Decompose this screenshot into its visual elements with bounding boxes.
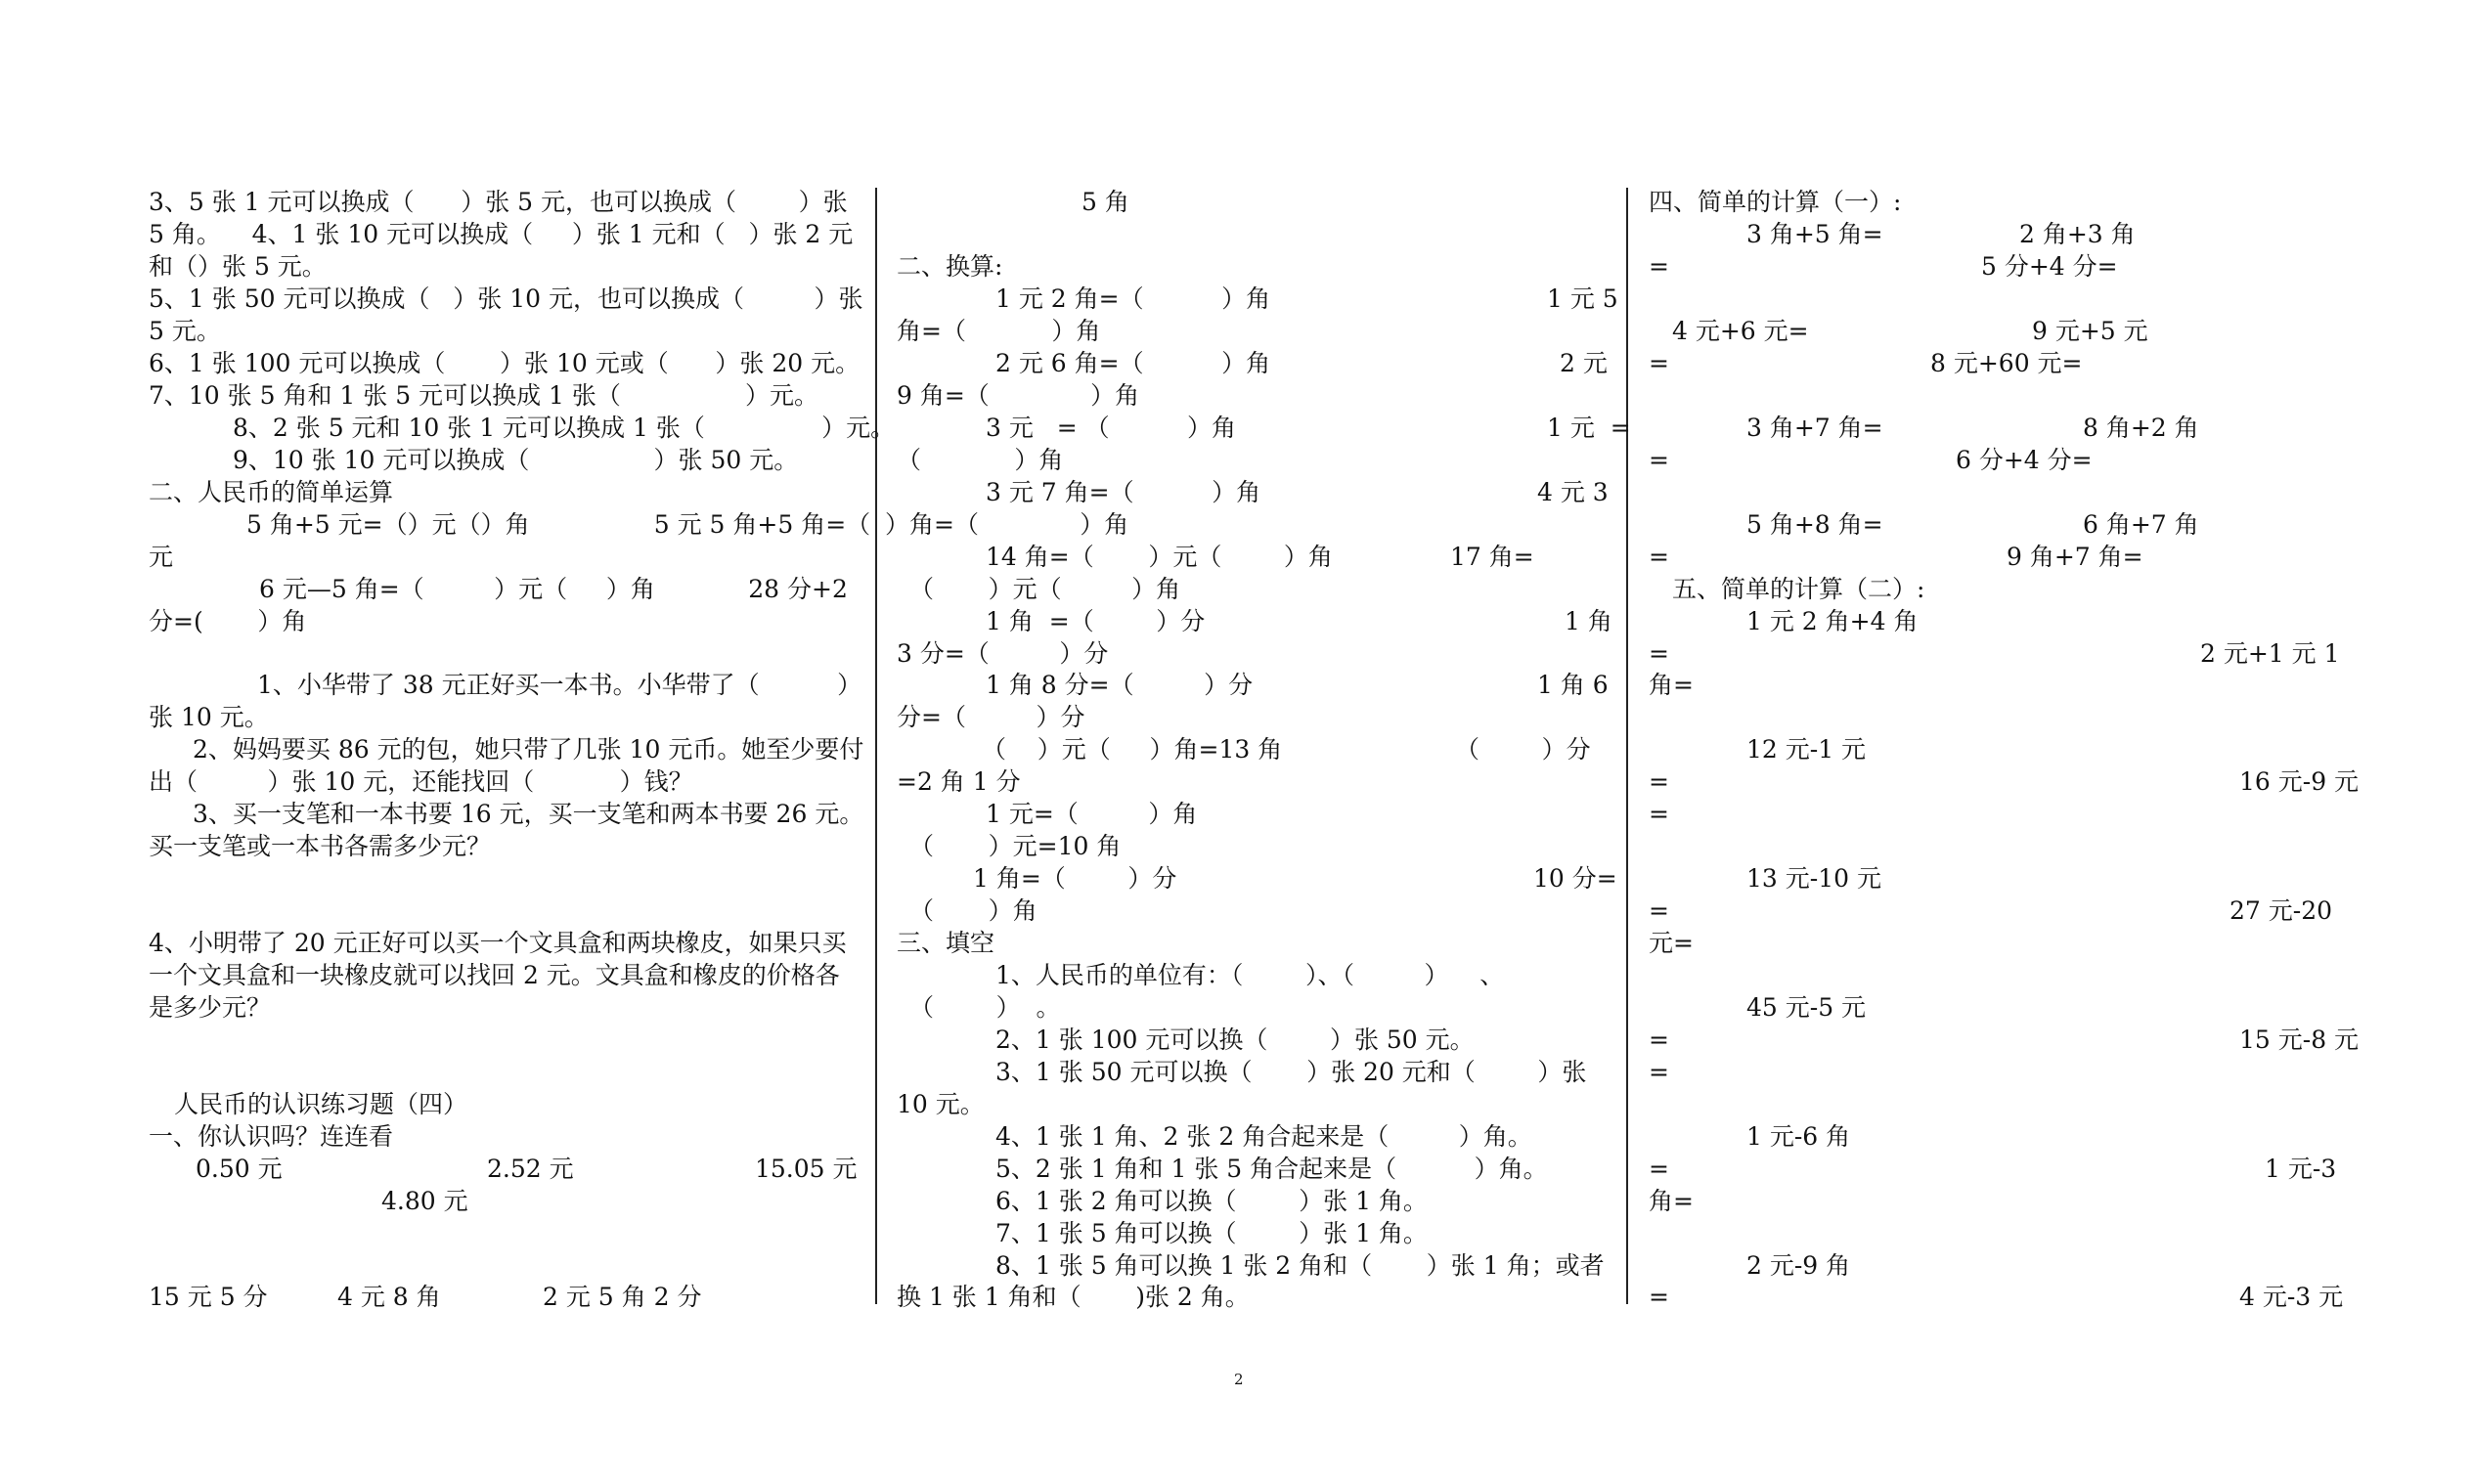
calc-item: 5 角+8 角= [1746, 510, 1883, 539]
c2-line: 14 角=（ ）元（ ）角 [986, 543, 1333, 571]
calc-item: 13 元-10 元 [1746, 864, 1881, 893]
c2-line: 角=（ ）角 [897, 317, 1101, 345]
calc-item: = [1649, 1155, 1669, 1183]
c2-line: （ ） 。 [909, 993, 1061, 1022]
c2-line: 2、1 张 100 元可以换（ ）张 50 元。 [995, 1026, 1475, 1054]
calc-item: = [1649, 1026, 1669, 1054]
c2-line: （ ）角 [897, 446, 1064, 474]
calc-item: 45 元-5 元 [1746, 993, 1867, 1022]
calc-item: = [1649, 896, 1669, 925]
calc-item: 1 元-6 角 [1746, 1122, 1851, 1151]
c2-line: 1 角 [1565, 607, 1612, 635]
section-heading: 二、换算: [897, 252, 1003, 281]
c2-line: 3 元 7 角=（ ）角 [986, 478, 1261, 506]
section-heading: 五、简单的计算（二）: [1672, 575, 1925, 603]
c2-line: 7、1 张 5 角可以换（ ）张 1 角。 [995, 1219, 1428, 1247]
calc-item: 8 元+60 元= [1930, 349, 2083, 377]
calc-item: 8 角+2 角 [2083, 414, 2199, 442]
calc-item: 4 元-3 元 [2239, 1283, 2344, 1311]
amount-item: 15.05 元 [755, 1155, 858, 1183]
c2-line: 9 角=（ ）角 [897, 381, 1140, 410]
calc-item: = [1649, 446, 1669, 474]
calc-item: = [1649, 543, 1669, 571]
c2-line: 分=（ ）分 [897, 703, 1085, 731]
c1-line: 8、2 张 5 元和 10 张 1 元可以换成 1 张（ ）元。 [233, 414, 896, 442]
word-problem: 3、买一支笔和一本书要 16 元，买一支笔和两本书要 26 元。 [193, 800, 864, 828]
amount-item: 4 元 8 角 [337, 1283, 441, 1311]
c2-line: 4 元 3 [1537, 478, 1609, 506]
word-problem: 张 10 元。 [149, 703, 269, 731]
c2-line: （ ）元（ ）角=13 角 [982, 735, 1283, 764]
c2-line: 1 元 2 角=（ ）角 [995, 284, 1271, 313]
calc-item: 6 分+4 分= [1956, 446, 2093, 474]
word-problem: 出（ ）张 10 元，还能找回（ ）钱？ [149, 767, 693, 796]
calc-item: 2 元-9 角 [1746, 1251, 1851, 1280]
c2-line: 1、人民币的单位有：（ ）、（ ） 、 [995, 961, 1505, 989]
c2-line: 1 元=（ ）角 [986, 800, 1198, 828]
c2-line: 1 元 = [1547, 414, 1631, 442]
c2-line: 3 分=（ ）分 [897, 639, 1109, 668]
c2-line: 3 元 = （ ）角 [986, 414, 1237, 442]
c2-line: 1 角 6 [1537, 671, 1609, 699]
c2-line: 1 角 8 分=（ ）分 [986, 671, 1254, 699]
c1-line: 和（）张 5 元。 [149, 252, 327, 281]
calc-item: 6 角+7 角 [2083, 510, 2199, 539]
amount-item: 0.50 元 [196, 1155, 283, 1183]
amount-item: 4.80 元 [381, 1187, 468, 1215]
c1-line: 5 角+5 元=（）元（）角 5 元 5 角+5 角=（ [246, 510, 871, 539]
calc-item: 2 元+1 元 1 [2200, 639, 2340, 668]
calc-item: 9 元+5 元 [2032, 317, 2148, 345]
c1-line: 元 [149, 543, 174, 571]
calc-item: 4 元+6 元= [1672, 317, 1809, 345]
c2-line: 10 元。 [897, 1090, 985, 1118]
calc-item: 1 元-3 [2265, 1155, 2337, 1183]
c2-line: （ ）元（ ）角 [909, 575, 1181, 603]
calc-item: 5 分+4 分= [1981, 252, 2118, 281]
c2-line: 1 角=（ ）分 [973, 864, 1177, 893]
calc-item: 元= [1649, 929, 1694, 957]
word-problem: 4、小明带了 20 元正好可以买一个文具盒和两块橡皮，如果只买 [149, 929, 847, 957]
c2-line: 8、1 张 5 角可以换 1 张 2 角和（ ）张 1 角；或者 [995, 1251, 1605, 1280]
calc-item: 16 元-9 元 [2239, 767, 2360, 796]
c1-line: 6、1 张 100 元可以换成（ ）张 10 元或（ ）张 20 元。 [149, 349, 861, 377]
word-problem: 2、妈妈要买 86 元的包，她只带了几张 10 元币。她至少要付 [193, 735, 864, 764]
amount-item: 15 元 5 分 [149, 1283, 268, 1311]
c1-line: 9、10 张 10 元可以换成（ ）张 50 元。 [233, 446, 799, 474]
c2-line: 5 角 [1082, 188, 1129, 216]
worksheet-title: 人民币的认识练习题（四） [174, 1090, 468, 1118]
calc-item: 2 角+3 角 [2019, 220, 2136, 248]
section-heading: 四、简单的计算（一）: [1649, 188, 1902, 216]
word-problem: 是多少元？ [149, 993, 272, 1022]
c1-line: 5 角。 4、1 张 10 元可以换成（ ）张 1 元和（ ）张 2 元 [149, 220, 854, 248]
c2-line: 6、1 张 2 角可以换（ ）张 1 角。 [995, 1187, 1428, 1215]
c2-line: 5、2 张 1 角和 1 张 5 角合起来是（ ）角。 [995, 1155, 1548, 1183]
calc-item: 12 元-1 元 [1746, 735, 1867, 764]
word-problem: 一个文具盒和一块橡皮就可以找回 2 元。文具盒和橡皮的价格各 [149, 961, 840, 989]
calc-item: 3 角+5 角= [1746, 220, 1883, 248]
page-number: 2 [1234, 1371, 1244, 1388]
calc-item: 15 元-8 元 [2239, 1026, 2360, 1054]
c1-line: 6 元—5 角=（ ）元（ ）角 28 分+2 [259, 575, 848, 603]
calc-item: = [1649, 639, 1669, 668]
word-problem: 买一支笔或一本书各需多少元？ [149, 832, 492, 860]
calc-item: = [1649, 1283, 1669, 1311]
section-heading: 二、人民币的简单运算 [149, 478, 394, 506]
c2-line: 换 1 张 1 角和（ )张 2 角。 [897, 1283, 1250, 1311]
c2-line: （ ）角 [909, 896, 1037, 925]
c2-line: 2 元 [1560, 349, 1608, 377]
c2-line: 2 元 6 角=（ ）角 [995, 349, 1271, 377]
calc-item: 1 元 2 角+4 角 [1746, 607, 1919, 635]
c2-line: 17 角= [1450, 543, 1534, 571]
c2-line: ）角=（ ）角 [885, 510, 1129, 539]
c2-line: （ ）元=10 角 [909, 832, 1122, 860]
c2-line: 4、1 张 1 角、2 张 2 角合起来是（ ）角。 [995, 1122, 1532, 1151]
c2-line: 1 元 5 [1547, 284, 1618, 313]
word-problem: 1、小华带了 38 元正好买一本书。小华带了（ ） [257, 671, 862, 699]
c1-line: 分=( ）角 [149, 607, 307, 635]
section-heading: 三、填空 [897, 929, 995, 957]
c2-line: （ ）分 [1455, 735, 1591, 764]
amount-item: 2.52 元 [487, 1155, 574, 1183]
column-divider-left [875, 188, 877, 1304]
amount-item: 2 元 5 角 2 分 [543, 1283, 702, 1311]
c1-line: 5、1 张 50 元可以换成（ ）张 10 元，也可以换成（ ）张 [149, 284, 863, 313]
c1-line: 7、10 张 5 角和 1 张 5 元可以换成 1 张（ ）元。 [149, 381, 819, 410]
calc-item: = [1649, 800, 1669, 828]
calc-item: 9 角+7 角= [2007, 543, 2143, 571]
calc-item: 角= [1649, 1187, 1694, 1215]
calc-item: 3 角+7 角= [1746, 414, 1883, 442]
c2-line: 1 角 =（ ）分 [986, 607, 1206, 635]
column-divider-right [1626, 188, 1628, 1304]
calc-item: 角= [1649, 671, 1694, 699]
c2-line: 3、1 张 50 元可以换（ ）张 20 元和（ ）张 [995, 1058, 1587, 1086]
c2-line: 10 分= [1533, 864, 1617, 893]
calc-item: = [1649, 767, 1669, 796]
calc-item: = [1649, 252, 1669, 281]
calc-item: 27 元-20 [2229, 896, 2333, 925]
c2-line: =2 角 1 分 [897, 767, 1021, 796]
section-heading: 一、你认识吗？连连看 [149, 1122, 394, 1151]
calc-item: = [1649, 349, 1669, 377]
c1-line: 5 元。 [149, 317, 221, 345]
calc-item: = [1649, 1058, 1669, 1086]
c1-line: 3、5 张 1 元可以换成（ ）张 5 元，也可以换成（ ）张 [149, 188, 848, 216]
